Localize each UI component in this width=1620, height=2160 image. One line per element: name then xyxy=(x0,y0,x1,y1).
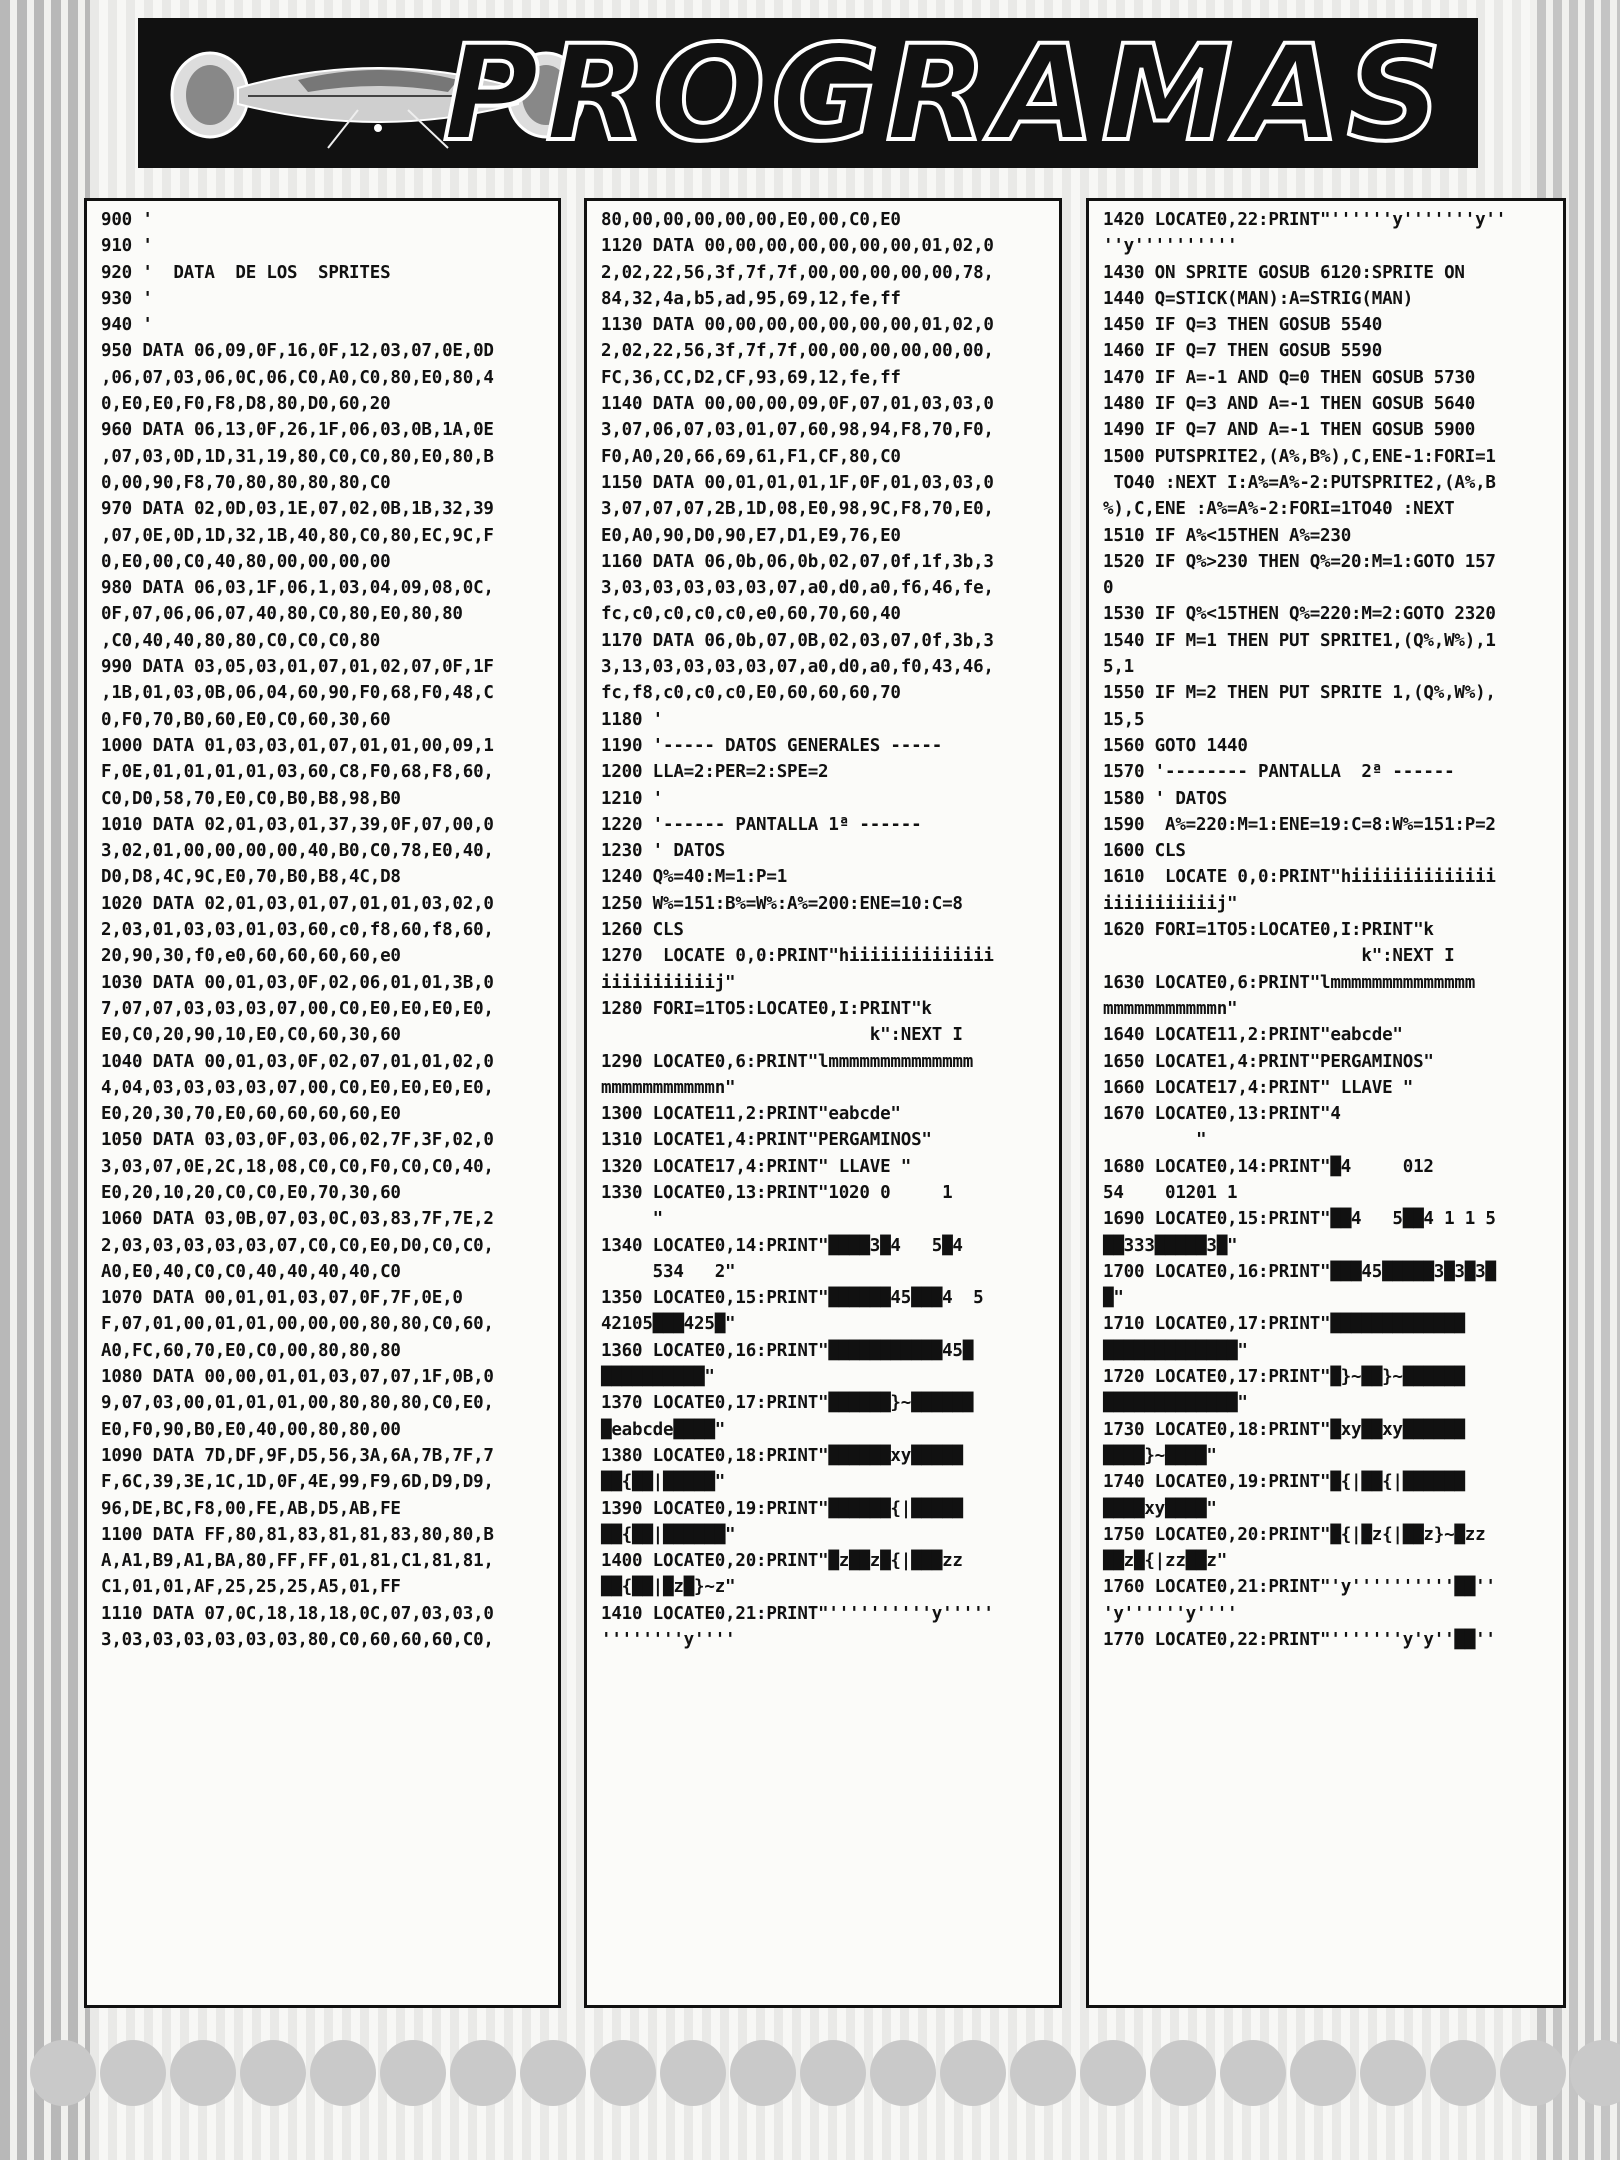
code-line: 1370 LOCATE0,17:PRINT"██████}~██████ xyxy=(601,1393,974,1414)
code-line: k":NEXT I xyxy=(601,1025,963,1046)
code-line: 1270 LOCATE 0,0:PRINT"hiiiiiiiiiiiiii xyxy=(601,946,994,967)
decorative-circle xyxy=(100,2040,166,2106)
code-line: 970 DATA 02,0D,03,1E,07,02,0B,1B,32,39 xyxy=(101,499,494,520)
code-line: 1700 LOCATE0,16:PRINT"███45█████3█3█3█ xyxy=(1103,1261,1496,1282)
code-line: 534 2" xyxy=(601,1261,736,1282)
code-line: A,A1,B9,A1,BA,80,FF,FF,01,81,C1,81,81, xyxy=(101,1551,494,1572)
code-line: mmmmmmmmmmmn" xyxy=(1103,998,1238,1019)
decorative-circle xyxy=(730,2040,796,2106)
code-column-2 xyxy=(584,198,1062,2008)
page-header xyxy=(138,17,1478,171)
page-title: PROGRAMAS xyxy=(442,17,1448,171)
decorative-circle-row xyxy=(0,2030,1620,2120)
code-line: 960 DATA 06,13,0F,26,1F,06,03,0B,1A,0E xyxy=(101,420,494,441)
code-line: F,07,01,00,01,01,00,00,00,80,80,C0,60, xyxy=(101,1314,494,1335)
code-line: █████████████" xyxy=(1103,1340,1248,1361)
decorative-circle xyxy=(30,2040,96,2106)
code-line: F,6C,39,3E,1C,1D,0F,4E,99,F9,6D,D9,D9, xyxy=(101,1472,494,1493)
code-line: 1750 LOCATE0,20:PRINT"█{|█z{|██z}~█zz xyxy=(1103,1524,1486,1545)
code-line: 1610 LOCATE 0,0:PRINT"hiiiiiiiiiiiiii xyxy=(1103,867,1496,888)
code-line: 1770 LOCATE0,22:PRINT"'''''''y'y''██'' xyxy=(1103,1630,1496,1651)
code-line: fc,c0,c0,c0,c0,e0,60,70,60,40 xyxy=(601,604,901,625)
code-line: 1240 Q%=40:M=1:P=1 xyxy=(601,867,788,888)
code-line: 1410 LOCATE0,21:PRINT"''''''''''y''''' xyxy=(601,1603,994,1624)
code-line: 1720 LOCATE0,17:PRINT"█}~██}~██████ xyxy=(1103,1367,1465,1388)
code-line: 7,07,07,03,03,03,07,00,C0,E0,E0,E0,E0, xyxy=(101,998,494,1019)
decorative-circle xyxy=(870,2040,936,2106)
code-line: 1730 LOCATE0,18:PRINT"█xy██xy██████ xyxy=(1103,1419,1465,1440)
code-line: 0,F0,70,B0,60,E0,C0,60,30,60 xyxy=(101,709,391,730)
code-line: %),C,ENE :A%=A%-2:FORI=1TO40 :NEXT xyxy=(1103,499,1455,520)
decorative-circle xyxy=(170,2040,236,2106)
code-line: 1150 DATA 00,01,01,01,1F,0F,01,03,03,0 xyxy=(601,472,994,493)
code-line: 1620 FORI=1TO5:LOCATE0,I:PRINT"k xyxy=(1103,920,1434,941)
code-line: 1100 DATA FF,80,81,83,81,81,83,80,80,B xyxy=(101,1524,494,1545)
code-line: 1450 IF Q=3 THEN GOSUB 5540 xyxy=(1103,315,1383,336)
code-line: F,0E,01,01,01,01,03,60,C8,F0,68,F8,60, xyxy=(101,762,494,783)
code-line: 1230 ' DATOS xyxy=(601,841,726,862)
code-line: 80,00,00,00,00,00,E0,00,C0,E0 xyxy=(601,210,901,230)
code-line: 1380 LOCATE0,18:PRINT"██████xy█████ xyxy=(601,1445,963,1466)
code-line: ██████████" xyxy=(601,1367,715,1388)
code-line: 1430 ON SPRITE GOSUB 6120:SPRITE ON xyxy=(1103,262,1465,283)
code-line: 1050 DATA 03,03,0F,03,06,02,7F,3F,02,0 xyxy=(101,1130,494,1151)
decorative-circle xyxy=(450,2040,516,2106)
code-line: 0,E0,E0,F0,F8,D8,80,D0,60,20 xyxy=(101,394,391,415)
decorative-circle xyxy=(380,2040,446,2106)
code-line: iiiiiiiiiiij" xyxy=(1103,893,1238,914)
code-line: 1520 IF Q%>230 THEN Q%=20:M=1:GOTO 157 xyxy=(1103,551,1496,572)
code-line: 1200 LLA=2:PER=2:SPE=2 xyxy=(601,762,829,783)
code-line: 3,03,07,0E,2C,18,08,C0,C0,F0,C0,C0,40, xyxy=(101,1156,494,1177)
code-line: 1640 LOCATE11,2:PRINT"eabcde" xyxy=(1103,1025,1403,1046)
code-line: 54 01201 1 xyxy=(1103,1182,1238,1203)
code-line: mmmmmmmmmmmn" xyxy=(601,1077,736,1098)
code-line: 1220 '------ PANTALLA 1ª ------ xyxy=(601,814,922,835)
code-line: D0,D8,4C,9C,E0,70,B0,B8,4C,D8 xyxy=(101,867,401,888)
code-line: A0,E0,40,C0,C0,40,40,40,40,C0 xyxy=(101,1261,401,1282)
code-line: 1470 IF A=-1 AND Q=0 THEN GOSUB 5730 xyxy=(1103,367,1476,388)
code-line: 1350 LOCATE0,15:PRINT"██████45███4 5 xyxy=(601,1288,984,1309)
code-line: 1140 DATA 00,00,00,09,0F,07,01,03,03,0 xyxy=(601,394,994,415)
code-line: ,06,07,03,06,0C,06,C0,A0,C0,80,E0,80,4 xyxy=(101,367,494,388)
code-line: 1590 A%=220:M=1:ENE=19:C=8:W%=151:P=2 xyxy=(1103,814,1496,835)
decorative-circle xyxy=(1360,2040,1426,2106)
decorative-circle xyxy=(660,2040,726,2106)
code-line: 1160 DATA 06,0b,06,0b,02,07,0f,1f,3b,3 xyxy=(601,551,994,572)
code-line: 42105███425█" xyxy=(601,1314,736,1335)
code-line: 15,5 xyxy=(1103,709,1145,730)
code-line: E0,F0,90,B0,E0,40,00,80,80,00 xyxy=(101,1419,401,1440)
code-line: k":NEXT I xyxy=(1103,946,1455,967)
code-line: F0,A0,20,66,69,61,F1,CF,80,C0 xyxy=(601,446,901,467)
code-line: TO40 :NEXT I:A%=A%-2:PUTSPRITE2,(A%,B xyxy=(1103,472,1496,493)
code-line: 3,07,06,07,03,01,07,60,98,94,F8,70,F0, xyxy=(601,420,994,441)
code-line: 980 DATA 06,03,1F,06,1,03,04,09,08,0C, xyxy=(101,578,494,599)
code-line: 2,03,03,03,03,03,07,C0,C0,E0,D0,C0,C0, xyxy=(101,1235,494,1256)
code-line: 1540 IF M=1 THEN PUT SPRITE1,(Q%,W%),1 xyxy=(1103,630,1496,651)
code-line: 1130 DATA 00,00,00,00,00,00,00,01,02,0 xyxy=(601,315,994,336)
code-line: 1650 LOCATE1,4:PRINT"PERGAMINOS" xyxy=(1103,1051,1434,1072)
code-line: 1310 LOCATE1,4:PRINT"PERGAMINOS" xyxy=(601,1130,932,1151)
code-line: 1080 DATA 00,00,01,01,03,07,07,1F,0B,0 xyxy=(101,1367,494,1388)
code-line: 1120 DATA 00,00,00,00,00,00,00,01,02,0 xyxy=(601,236,994,257)
code-line: 1760 LOCATE0,21:PRINT"'y''''''''''██'' xyxy=(1103,1577,1496,1598)
left-margin-bars xyxy=(0,0,90,2160)
code-line: 900 ' xyxy=(101,210,153,230)
code-line: " xyxy=(601,1209,664,1230)
code-line: ██{██|█z█}~z" xyxy=(601,1577,736,1598)
code-line: 920 ' DATA DE LOS SPRITES xyxy=(101,262,391,283)
decorative-circle xyxy=(310,2040,376,2106)
code-line: 1020 DATA 02,01,03,01,07,01,01,03,02,0 xyxy=(101,893,494,914)
code-line: ,1B,01,03,0B,06,04,60,90,F0,68,F0,48,C xyxy=(101,683,494,704)
code-line: 910 ' xyxy=(101,236,153,257)
code-line: 1360 LOCATE0,16:PRINT"███████████45█ xyxy=(601,1340,974,1361)
code-line: 1740 LOCATE0,19:PRINT"█{|██{|██████ xyxy=(1103,1472,1465,1493)
code-line: 1010 DATA 02,01,03,01,37,39,0F,07,00,0 xyxy=(101,814,494,835)
code-line: 1110 DATA 07,0C,18,18,18,0C,07,03,03,0 xyxy=(101,1603,494,1624)
code-line: ██z█{|zz██z" xyxy=(1103,1551,1228,1572)
decorative-circle xyxy=(940,2040,1006,2106)
code-column-1 xyxy=(84,198,561,2008)
code-line: 1040 DATA 00,01,03,0F,02,07,01,01,02,0 xyxy=(101,1051,494,1072)
code-line: 3,07,07,07,2B,1D,08,E0,98,9C,F8,70,E0, xyxy=(601,499,994,520)
code-line: " xyxy=(1103,1130,1207,1151)
code-line: ''''''''y'''' xyxy=(601,1630,736,1651)
code-line: ██333█████3█" xyxy=(1103,1235,1238,1256)
code-line: 1030 DATA 00,01,03,0F,02,06,01,01,3B,0 xyxy=(101,972,494,993)
decorative-circle xyxy=(1430,2040,1496,2106)
code-line: fc,f8,c0,c0,c0,E0,60,60,60,70 xyxy=(601,683,901,704)
code-line: 1630 LOCATE0,6:PRINT"lmmmmmmmmmmmmmm xyxy=(1103,972,1476,993)
code-line: C1,01,01,AF,25,25,25,A5,01,FF xyxy=(101,1577,401,1598)
decorative-circle xyxy=(1010,2040,1076,2106)
code-line: ,07,03,0D,1D,31,19,80,C0,C0,80,E0,80,B xyxy=(101,446,494,467)
code-line: 1600 CLS xyxy=(1103,841,1186,862)
code-line: 3,13,03,03,03,03,07,a0,d0,a0,f0,43,46, xyxy=(601,657,994,678)
code-line: 1420 LOCATE0,22:PRINT"''''''y'''''''y'' xyxy=(1103,210,1507,230)
code-line: 1460 IF Q=7 THEN GOSUB 5590 xyxy=(1103,341,1383,362)
code-line: 1090 DATA 7D,DF,9F,D5,56,3A,6A,7B,7F,7 xyxy=(101,1445,494,1466)
code-line: 1280 FORI=1TO5:LOCATE0,I:PRINT"k xyxy=(601,998,932,1019)
code-line: 950 DATA 06,09,0F,16,0F,12,03,07,0E,0D xyxy=(101,341,494,362)
code-line: 1660 LOCATE17,4:PRINT" LLAVE " xyxy=(1103,1077,1414,1098)
decorative-circle xyxy=(1290,2040,1356,2106)
code-line: C0,D0,58,70,E0,C0,B0,B8,98,B0 xyxy=(101,788,401,809)
code-line: 5,1 xyxy=(1103,657,1135,678)
code-line: ████xy████" xyxy=(1103,1498,1217,1519)
code-line: 3,02,01,00,00,00,00,40,B0,C0,78,E0,40, xyxy=(101,841,494,862)
code-line: 1480 IF Q=3 AND A=-1 THEN GOSUB 5640 xyxy=(1103,394,1476,415)
code-line: 1570 '-------- PANTALLA 2ª ------ xyxy=(1103,762,1455,783)
decorative-circle xyxy=(590,2040,656,2106)
code-line: 84,32,4a,b5,ad,95,69,12,fe,ff xyxy=(601,288,901,309)
code-line: 1710 LOCATE0,17:PRINT"█████████████ xyxy=(1103,1314,1465,1335)
code-line: ██{██|█████" xyxy=(601,1472,726,1493)
code-line: 4,04,03,03,03,03,07,00,C0,E0,E0,E0,E0, xyxy=(101,1077,494,1098)
code-line: 1400 LOCATE0,20:PRINT"█z██z█{|███zz xyxy=(601,1551,963,1572)
code-line: 1330 LOCATE0,13:PRINT"1020 0 1 xyxy=(601,1182,953,1203)
code-line: 1340 LOCATE0,14:PRINT"████3█4 5█4 xyxy=(601,1235,963,1256)
code-line: 1190 '----- DATOS GENERALES ----- xyxy=(601,735,943,756)
decorative-circle xyxy=(1570,2040,1620,2106)
code-line: 'y''''''y'''' xyxy=(1103,1603,1238,1624)
code-line: 3,03,03,03,03,03,03,80,C0,60,60,60,C0, xyxy=(101,1630,494,1651)
code-line: 0 xyxy=(1103,578,1114,599)
code-line: 9,07,03,00,01,01,01,00,80,80,80,C0,E0, xyxy=(101,1393,494,1414)
code-line: 3,03,03,03,03,03,07,a0,d0,a0,f6,46,fe, xyxy=(601,578,994,599)
code-line: E0,20,30,70,E0,60,60,60,60,E0 xyxy=(101,1104,401,1125)
code-line: E0,C0,20,90,10,E0,C0,60,30,60 xyxy=(101,1025,401,1046)
code-line: 1690 LOCATE0,15:PRINT"██4 5██4 1 1 5 xyxy=(1103,1209,1496,1230)
code-line: 2,03,01,03,03,01,03,60,c0,f8,60,f8,60, xyxy=(101,920,494,941)
code-line: 1060 DATA 03,0B,07,03,0C,03,83,7F,7E,2 xyxy=(101,1209,494,1230)
decorative-circle xyxy=(1150,2040,1216,2106)
code-line: FC,36,CC,D2,CF,93,69,12,fe,ff xyxy=(601,367,901,388)
decorative-circle xyxy=(240,2040,306,2106)
code-line: 1260 CLS xyxy=(601,920,684,941)
code-line: 0F,07,06,06,07,40,80,C0,80,E0,80,80 xyxy=(101,604,463,625)
code-line: 1510 IF A%<15THEN A%=230 xyxy=(1103,525,1352,546)
code-line: E0,20,10,20,C0,C0,E0,70,30,60 xyxy=(101,1182,401,1203)
code-line: 1560 GOTO 1440 xyxy=(1103,735,1248,756)
code-line: 1070 DATA 00,01,01,03,07,0F,7F,0E,0 xyxy=(101,1288,463,1309)
code-line: 20,90,30,f0,e0,60,60,60,60,e0 xyxy=(101,946,401,967)
code-line: 1680 LOCATE0,14:PRINT"█4 012 xyxy=(1103,1156,1434,1177)
code-line: 1440 Q=STICK(MAN):A=STRIG(MAN) xyxy=(1103,288,1414,309)
code-line: █████████████" xyxy=(1103,1393,1248,1414)
code-line: 1500 PUTSPRITE2,(A%,B%),C,ENE-1:FORI=1 xyxy=(1103,446,1496,467)
code-line: █" xyxy=(1103,1288,1124,1309)
code-line: 940 ' xyxy=(101,315,153,336)
code-line: 2,02,22,56,3f,7f,7f,00,00,00,00,00,00, xyxy=(601,341,994,362)
code-line: 1300 LOCATE11,2:PRINT"eabcde" xyxy=(601,1104,901,1125)
code-line: ,07,0E,0D,1D,32,1B,40,80,C0,80,EC,9C,F xyxy=(101,525,494,546)
code-line: 1390 LOCATE0,19:PRINT"██████{|█████ xyxy=(601,1498,963,1519)
decorative-circle xyxy=(520,2040,586,2106)
code-line: 930 ' xyxy=(101,288,153,309)
code-line: A0,FC,60,70,E0,C0,00,80,80,80 xyxy=(101,1340,401,1361)
code-column-3 xyxy=(1086,198,1566,2008)
code-line: iiiiiiiiiiij" xyxy=(601,972,736,993)
code-line: ''y'''''''''' xyxy=(1103,236,1238,257)
code-line: ████}~████" xyxy=(1103,1445,1217,1466)
code-line: 1210 ' xyxy=(601,788,664,809)
code-line: 1250 W%=151:B%=W%:A%=200:ENE=10:C=8 xyxy=(601,893,963,914)
code-line: 1290 LOCATE0,6:PRINT"lmmmmmmmmmmmmmm xyxy=(601,1051,974,1072)
decorative-circle xyxy=(1080,2040,1146,2106)
code-line: 1320 LOCATE17,4:PRINT" LLAVE " xyxy=(601,1156,912,1177)
code-line: 1670 LOCATE0,13:PRINT"4 xyxy=(1103,1104,1341,1125)
code-line: 1550 IF M=2 THEN PUT SPRITE 1,(Q%,W%), xyxy=(1103,683,1496,704)
code-line: 990 DATA 03,05,03,01,07,01,02,07,0F,1F xyxy=(101,657,494,678)
code-line: ,C0,40,40,80,80,C0,C0,C0,80 xyxy=(101,630,381,651)
code-line: 1530 IF Q%<15THEN Q%=220:M=2:GOTO 2320 xyxy=(1103,604,1496,625)
code-line: █eabcde████" xyxy=(601,1419,726,1440)
decorative-circle xyxy=(1220,2040,1286,2106)
code-line: 1170 DATA 06,0b,07,0B,02,03,07,0f,3b,3 xyxy=(601,630,994,651)
code-line: 0,00,90,F8,70,80,80,80,80,C0 xyxy=(101,472,391,493)
code-line: 2,02,22,56,3f,7f,7f,00,00,00,00,00,78, xyxy=(601,262,994,283)
code-line: E0,A0,90,D0,90,E7,D1,E9,76,E0 xyxy=(601,525,901,546)
decorative-circle xyxy=(1500,2040,1566,2106)
code-line: 1490 IF Q=7 AND A=-1 THEN GOSUB 5900 xyxy=(1103,420,1476,441)
code-line: ██{██|██████" xyxy=(601,1524,736,1545)
code-line: 1000 DATA 01,03,03,01,07,01,01,00,09,1 xyxy=(101,735,494,756)
code-line: 1180 ' xyxy=(601,709,664,730)
decorative-circle xyxy=(800,2040,866,2106)
code-line: 0,E0,00,C0,40,80,00,00,00,00 xyxy=(101,551,391,572)
code-line: 96,DE,BC,F8,00,FE,AB,D5,AB,FE xyxy=(101,1498,401,1519)
code-line: 1580 ' DATOS xyxy=(1103,788,1228,809)
